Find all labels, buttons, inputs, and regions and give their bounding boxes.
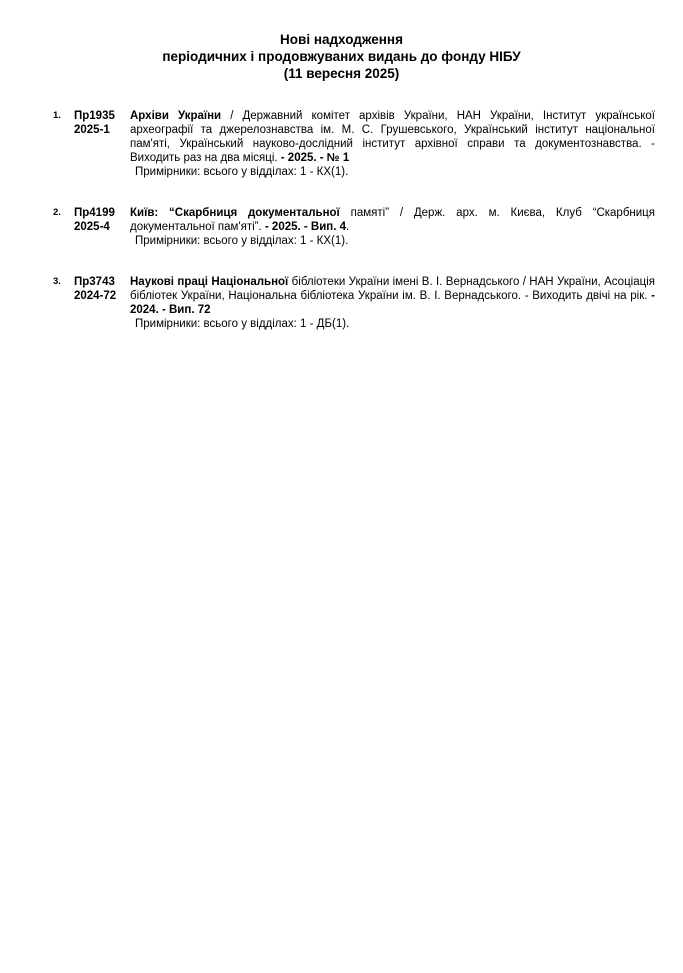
entry-copies: Примірники: всього у відділах: 1 - КХ(1). [135, 166, 349, 178]
entry-number: 2. [53, 207, 61, 218]
catalog-entry [53, 206, 655, 248]
description-segment: / Державний комітет архівів України, НАН України, Інститут української археографії та джерелознавства ім. М. С. Грушевського, Український інститут національної пам'яті, Український науково-дослідний інститут архівної справи та документознавства. - Виходить раз на два місяці. [130, 110, 655, 164]
description-segment: - 2025. - № 1 [280, 152, 350, 164]
entry-code-line: 2025-4 [74, 221, 110, 233]
description-segment: Київ: “Скарбниця документальної [130, 207, 340, 219]
entry-number: 1. [53, 110, 61, 121]
entry-shelf-code [74, 275, 130, 303]
catalog-entry [53, 275, 655, 331]
description-segment: . [346, 221, 350, 233]
entry-code-line: Пр1935 [74, 110, 115, 122]
entry-copies: Примірники: всього у відділах: 1 - ДБ(1). [135, 318, 350, 330]
entry-code-line: Пр4199 [74, 207, 115, 219]
entry-code-line: 2025-1 [74, 124, 110, 136]
entry-description [130, 275, 655, 331]
entries-list [0, 109, 683, 331]
entry-number: 3. [53, 276, 61, 287]
description-segment: Наукові праці Національної [130, 276, 289, 288]
description-segment: - 2024. - Вип. 72 [130, 290, 655, 316]
document-title [0, 0, 683, 82]
entry-code-line: 2024-72 [74, 290, 117, 302]
catalog-entry [53, 109, 655, 179]
entry-bibliography [130, 206, 655, 234]
title-line-1: Нові надходження [280, 32, 403, 47]
entry-bibliography [130, 109, 655, 165]
description-segment: памяті” / Держ. арх. м. Києва, Клуб “Скарбниця документальної пам'яті”. [130, 207, 655, 233]
entry-description [130, 206, 655, 248]
entry-code-line: Пр3743 [74, 276, 115, 288]
description-segment: Архіви України [130, 110, 222, 122]
title-line-2: періодичних і продовжуваних видань до фонду НІБУ [162, 49, 521, 64]
title-line-3: (11 вересня 2025) [283, 66, 400, 81]
entry-bibliography [130, 275, 655, 317]
entry-shelf-code [74, 109, 130, 137]
entry-shelf-code [74, 206, 130, 234]
entry-copies: Примірники: всього у відділах: 1 - КХ(1). [135, 235, 349, 247]
entry-description [130, 109, 655, 179]
description-segment: бібліотеки України імені В. І. Вернадського / НАН України, Асоціація бібліотек України, Національна бібліотека України ім. В. І. Вернадського. - Виходить двічі на рік. [130, 276, 655, 302]
description-segment: - 2025. - Вип. 4 [264, 221, 347, 233]
